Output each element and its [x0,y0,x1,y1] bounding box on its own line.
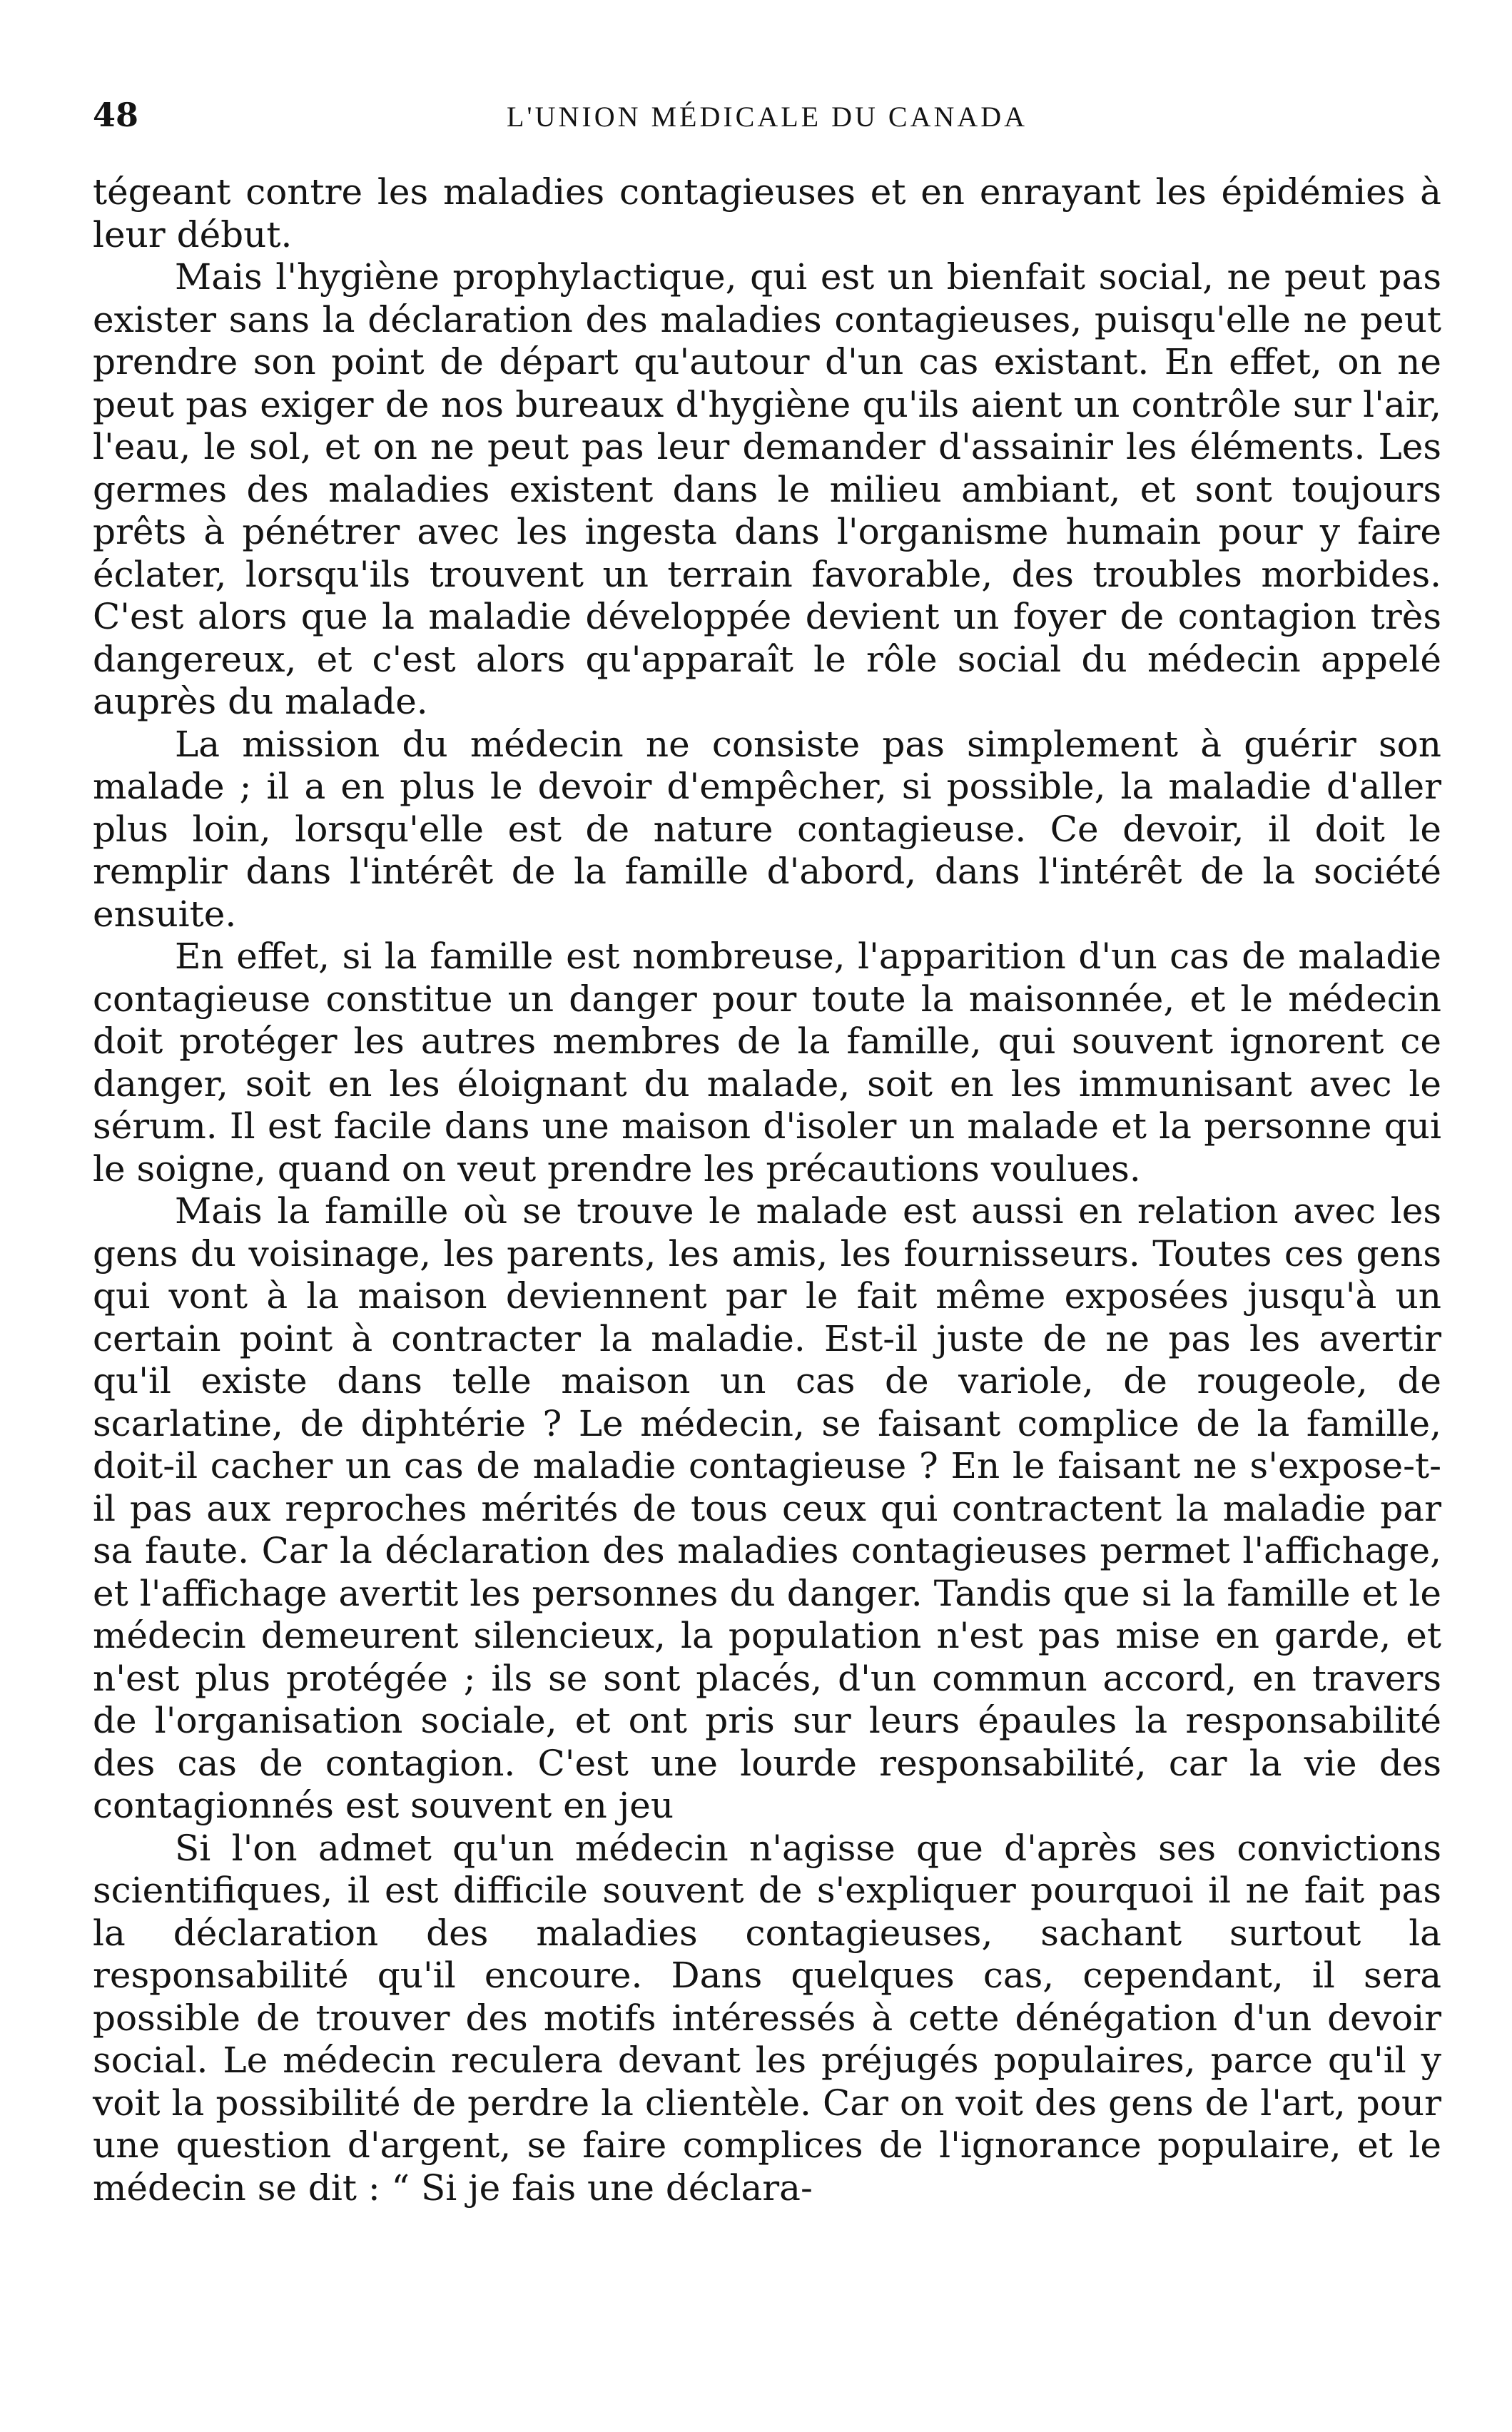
paragraph: Mais l'hygiène prophylactique, qui est un bienfait social, ne peut pas exister sans la déclaration des maladies contagieuses, puisqu'elle ne peut prendre son point de départ qu'autour d'un cas existant. En effet, on ne peut pas exiger de nos bureaux d'hygiène qu'ils aient un contrôle sur l'air, l'eau, le sol, et on ne peut pas leur demander d'assainir les éléments. Les germes des maladies existent dans le milieu ambiant, et sont toujours prêts à pénétrer avec les ingesta dans l'organisme humain pour y faire éclater, lorsqu'ils trouvent un terrain favorable, des troubles morbides. C'est alors que la maladie développée devient un foyer de contagion très dangereux, et c'est alors qu'apparaît le rôle social du médecin appelé auprès du malade. [93,256,1441,722]
paragraph: En effet, si la famille est nombreuse, l'apparition d'un cas de maladie contagieuse constitue un danger pour toute la maisonnée, et le médecin doit protéger les autres membres de la famille, qui souvent ignorent ce danger, soit en les éloignant du malade, soit en les immunisant avec le sérum. Il est facile dans une maison d'isoler un malade et la personne qui le soigne, quand on veut prendre les précautions voulues. [93,936,1441,1190]
page-header [93,86,1441,150]
paragraph: La mission du médecin ne consiste pas simplement à guérir son malade ; il a en plus le devoir d'empêcher, si possible, la maladie d'aller plus loin, lorsqu'elle est de nature contagieuse. Ce devoir, il doit le remplir dans l'intérêt de la famille d'abord, dans l'intérêt de la société ensuite. [93,723,1441,935]
paragraph-continued: tégeant contre les maladies contagieuses et en enrayant les épidémies à leur début. [93,171,1441,255]
page-number: 48 [93,96,139,134]
paragraph: Mais la famille où se trouve le malade est aussi en relation avec les gens du voisinage, les parents, les amis, les fournisseurs. Toutes ces gens qui vont à la maison deviennent par le fait même exposées jusqu'à un certain point à contracter la maladie. Est-il juste de ne pas les avertir qu'il existe dans telle maison un cas de variole, de rougeole, de scarlatine, de diphtérie ? Le médecin, se faisant complice de la famille, doit-il cacher un cas de maladie contagieuse ? En le faisant ne s'expose-t-il pas aux reproches mérités de tous ceux qui contractent la maladie par sa faute. Car la déclaration des maladies contagieuses permet l'affichage, et l'affichage avertit les personnes du danger. Tandis que si la famille et le médecin demeurent silencieux, la population n'est pas mise en garde, et n'est plus protégée ; ils se sont placés, d'un commun accord, en travers de l'organisation sociale, et ont pris sur leurs épaules la responsabilité des cas de contagion. C'est une lourde responsabilité, car la vie des contagionnés est souvent en jeu [93,1190,1441,1826]
running-title: L'UNION MÉDICALE DU CANADA [506,101,1028,133]
paragraph: Si l'on admet qu'un médecin n'agisse que d'après ses convictions scientifiques, il est difficile souvent de s'expliquer pourquoi il ne fait pas la déclaration des maladies contagieuses, sachant surtout la responsabilité qu'il encoure. Dans quelques cas, cependant, il sera possible de trouver des motifs intéressés à cette dénégation d'un devoir social. Le médecin reculera devant les préjugés populaires, parce qu'il y voit la possibilité de perdre la clientèle. Car on voit des gens de l'art, pour une question d'argent, se faire complices de l'ignorance populaire, et le médecin se dit : “ Si je fais une déclara- [93,1827,1441,2209]
body-text [93,171,1441,2209]
